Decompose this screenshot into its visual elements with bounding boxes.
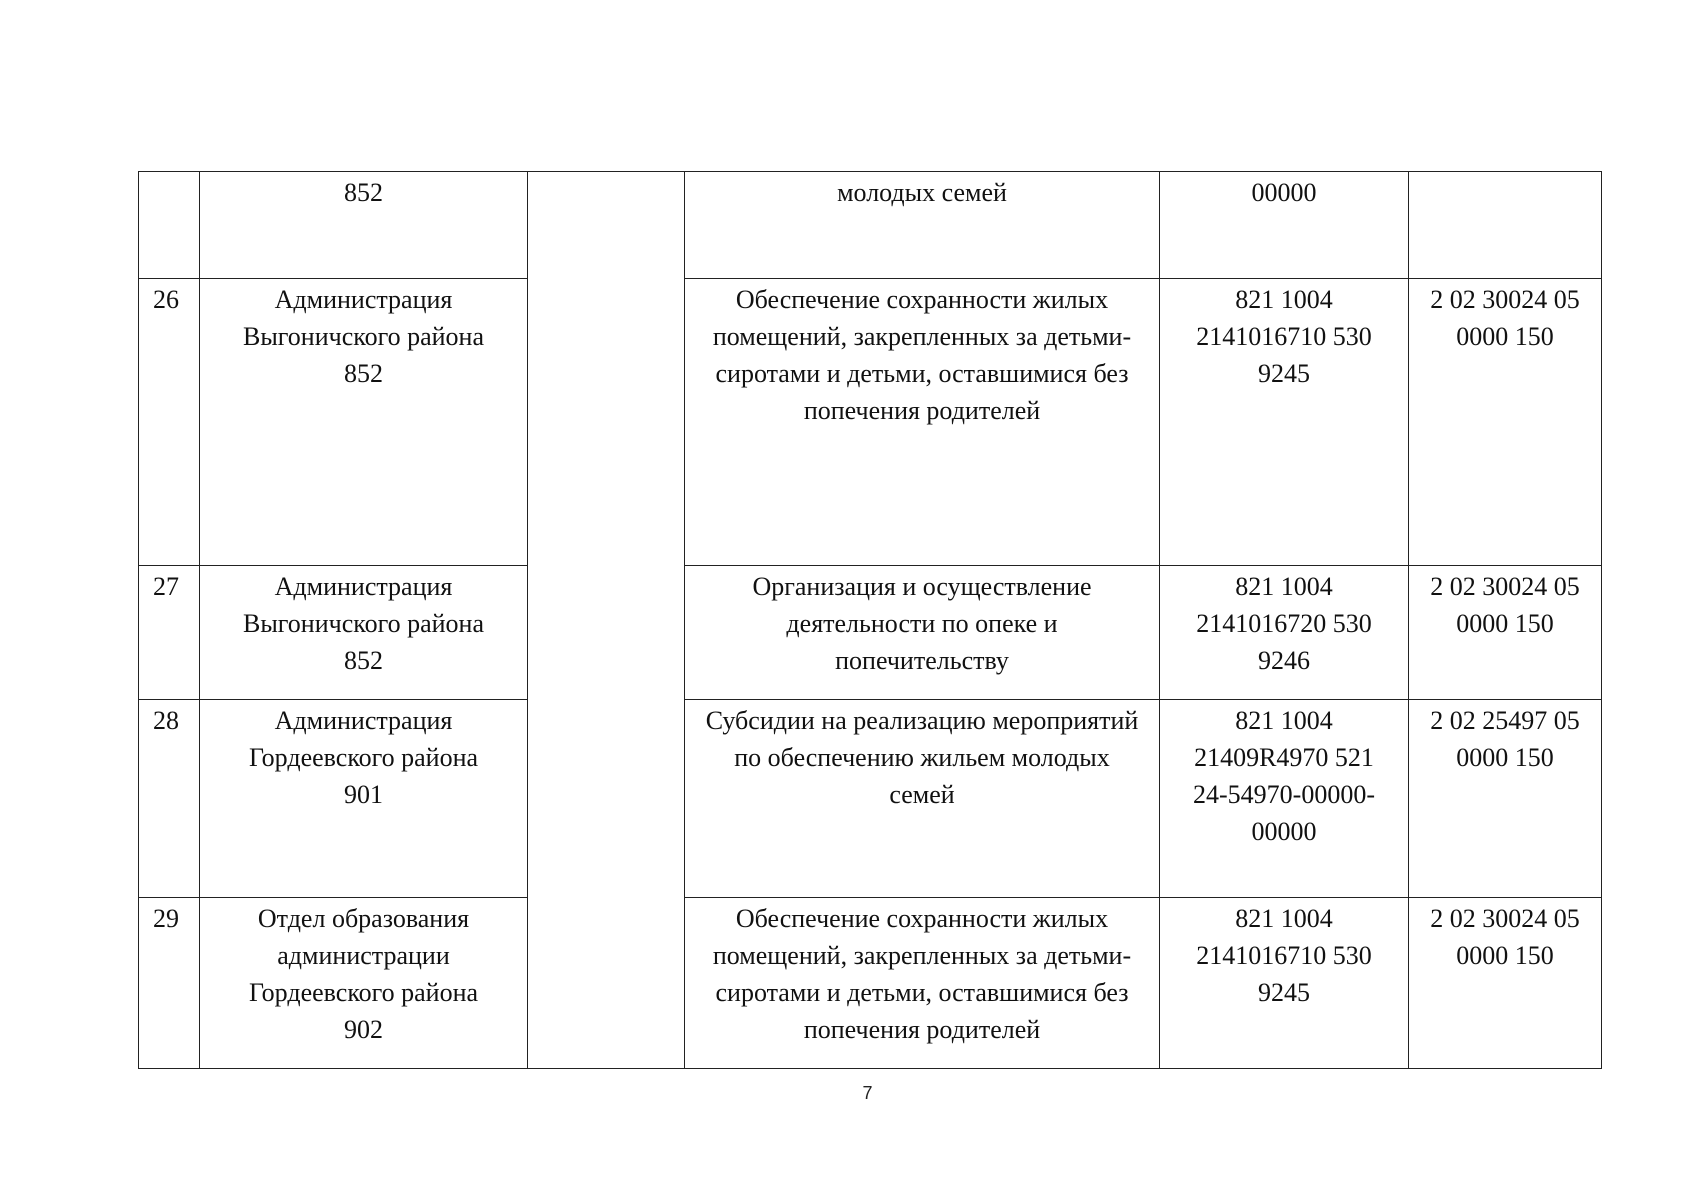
description-cell: молодых семей [685, 172, 1160, 279]
table-row [139, 279, 1602, 566]
empty-column-cell [528, 700, 685, 898]
description-cell: Субсидии на реализацию мероприятий по обеспечению жильем молодых семей [685, 700, 1160, 898]
recipient-cell: 852 [200, 172, 528, 279]
budget-code-cell: 00000 [1160, 172, 1409, 279]
revenue-code-cell: 2 02 30024 05 0000 150 [1409, 566, 1602, 700]
table-row [139, 898, 1602, 1069]
recipient-cell: Отдел образования администрации Гордеевского района 902 [200, 898, 528, 1069]
row-number-cell: 29 [139, 898, 200, 1069]
revenue-code-cell [1409, 172, 1602, 279]
empty-column-cell [528, 279, 685, 566]
table-row [139, 700, 1602, 898]
empty-column-cell [528, 898, 685, 1069]
recipient-cell: Администрация Гордеевского района 901 [200, 700, 528, 898]
table-row [139, 172, 1602, 279]
empty-column-cell [528, 566, 685, 700]
revenue-code-cell: 2 02 30024 05 0000 150 [1409, 279, 1602, 566]
revenue-code-cell: 2 02 30024 05 0000 150 [1409, 898, 1602, 1069]
row-number-cell: 26 [139, 279, 200, 566]
row-number-cell: 28 [139, 700, 200, 898]
budget-code-cell: 821 1004 21409R4970 521 24-54970-00000- 00000 [1160, 700, 1409, 898]
budget-code-cell: 821 1004 2141016720 530 9246 [1160, 566, 1409, 700]
allocation-table [138, 171, 1602, 1069]
description-cell: Обеспечение сохранности жилых помещений, закрепленных за детьми- сиротами и детьми, оставшимися без попечения родителей [685, 279, 1160, 566]
row-number-cell: 27 [139, 566, 200, 700]
budget-code-cell: 821 1004 2141016710 530 9245 [1160, 279, 1409, 566]
recipient-cell: Администрация Выгоничского района 852 [200, 566, 528, 700]
table-row [139, 566, 1602, 700]
empty-column-cell [528, 172, 685, 279]
recipient-cell: Администрация Выгоничского района 852 [200, 279, 528, 566]
description-cell: Организация и осуществление деятельности по опеке и попечительству [685, 566, 1160, 700]
page-number: 7 [862, 1083, 873, 1103]
budget-code-cell: 821 1004 2141016710 530 9245 [1160, 898, 1409, 1069]
row-number-cell [139, 172, 200, 279]
description-cell: Обеспечение сохранности жилых помещений, закрепленных за детьми- сиротами и детьми, оставшимися без попечения родителей [685, 898, 1160, 1069]
revenue-code-cell: 2 02 25497 05 0000 150 [1409, 700, 1602, 898]
